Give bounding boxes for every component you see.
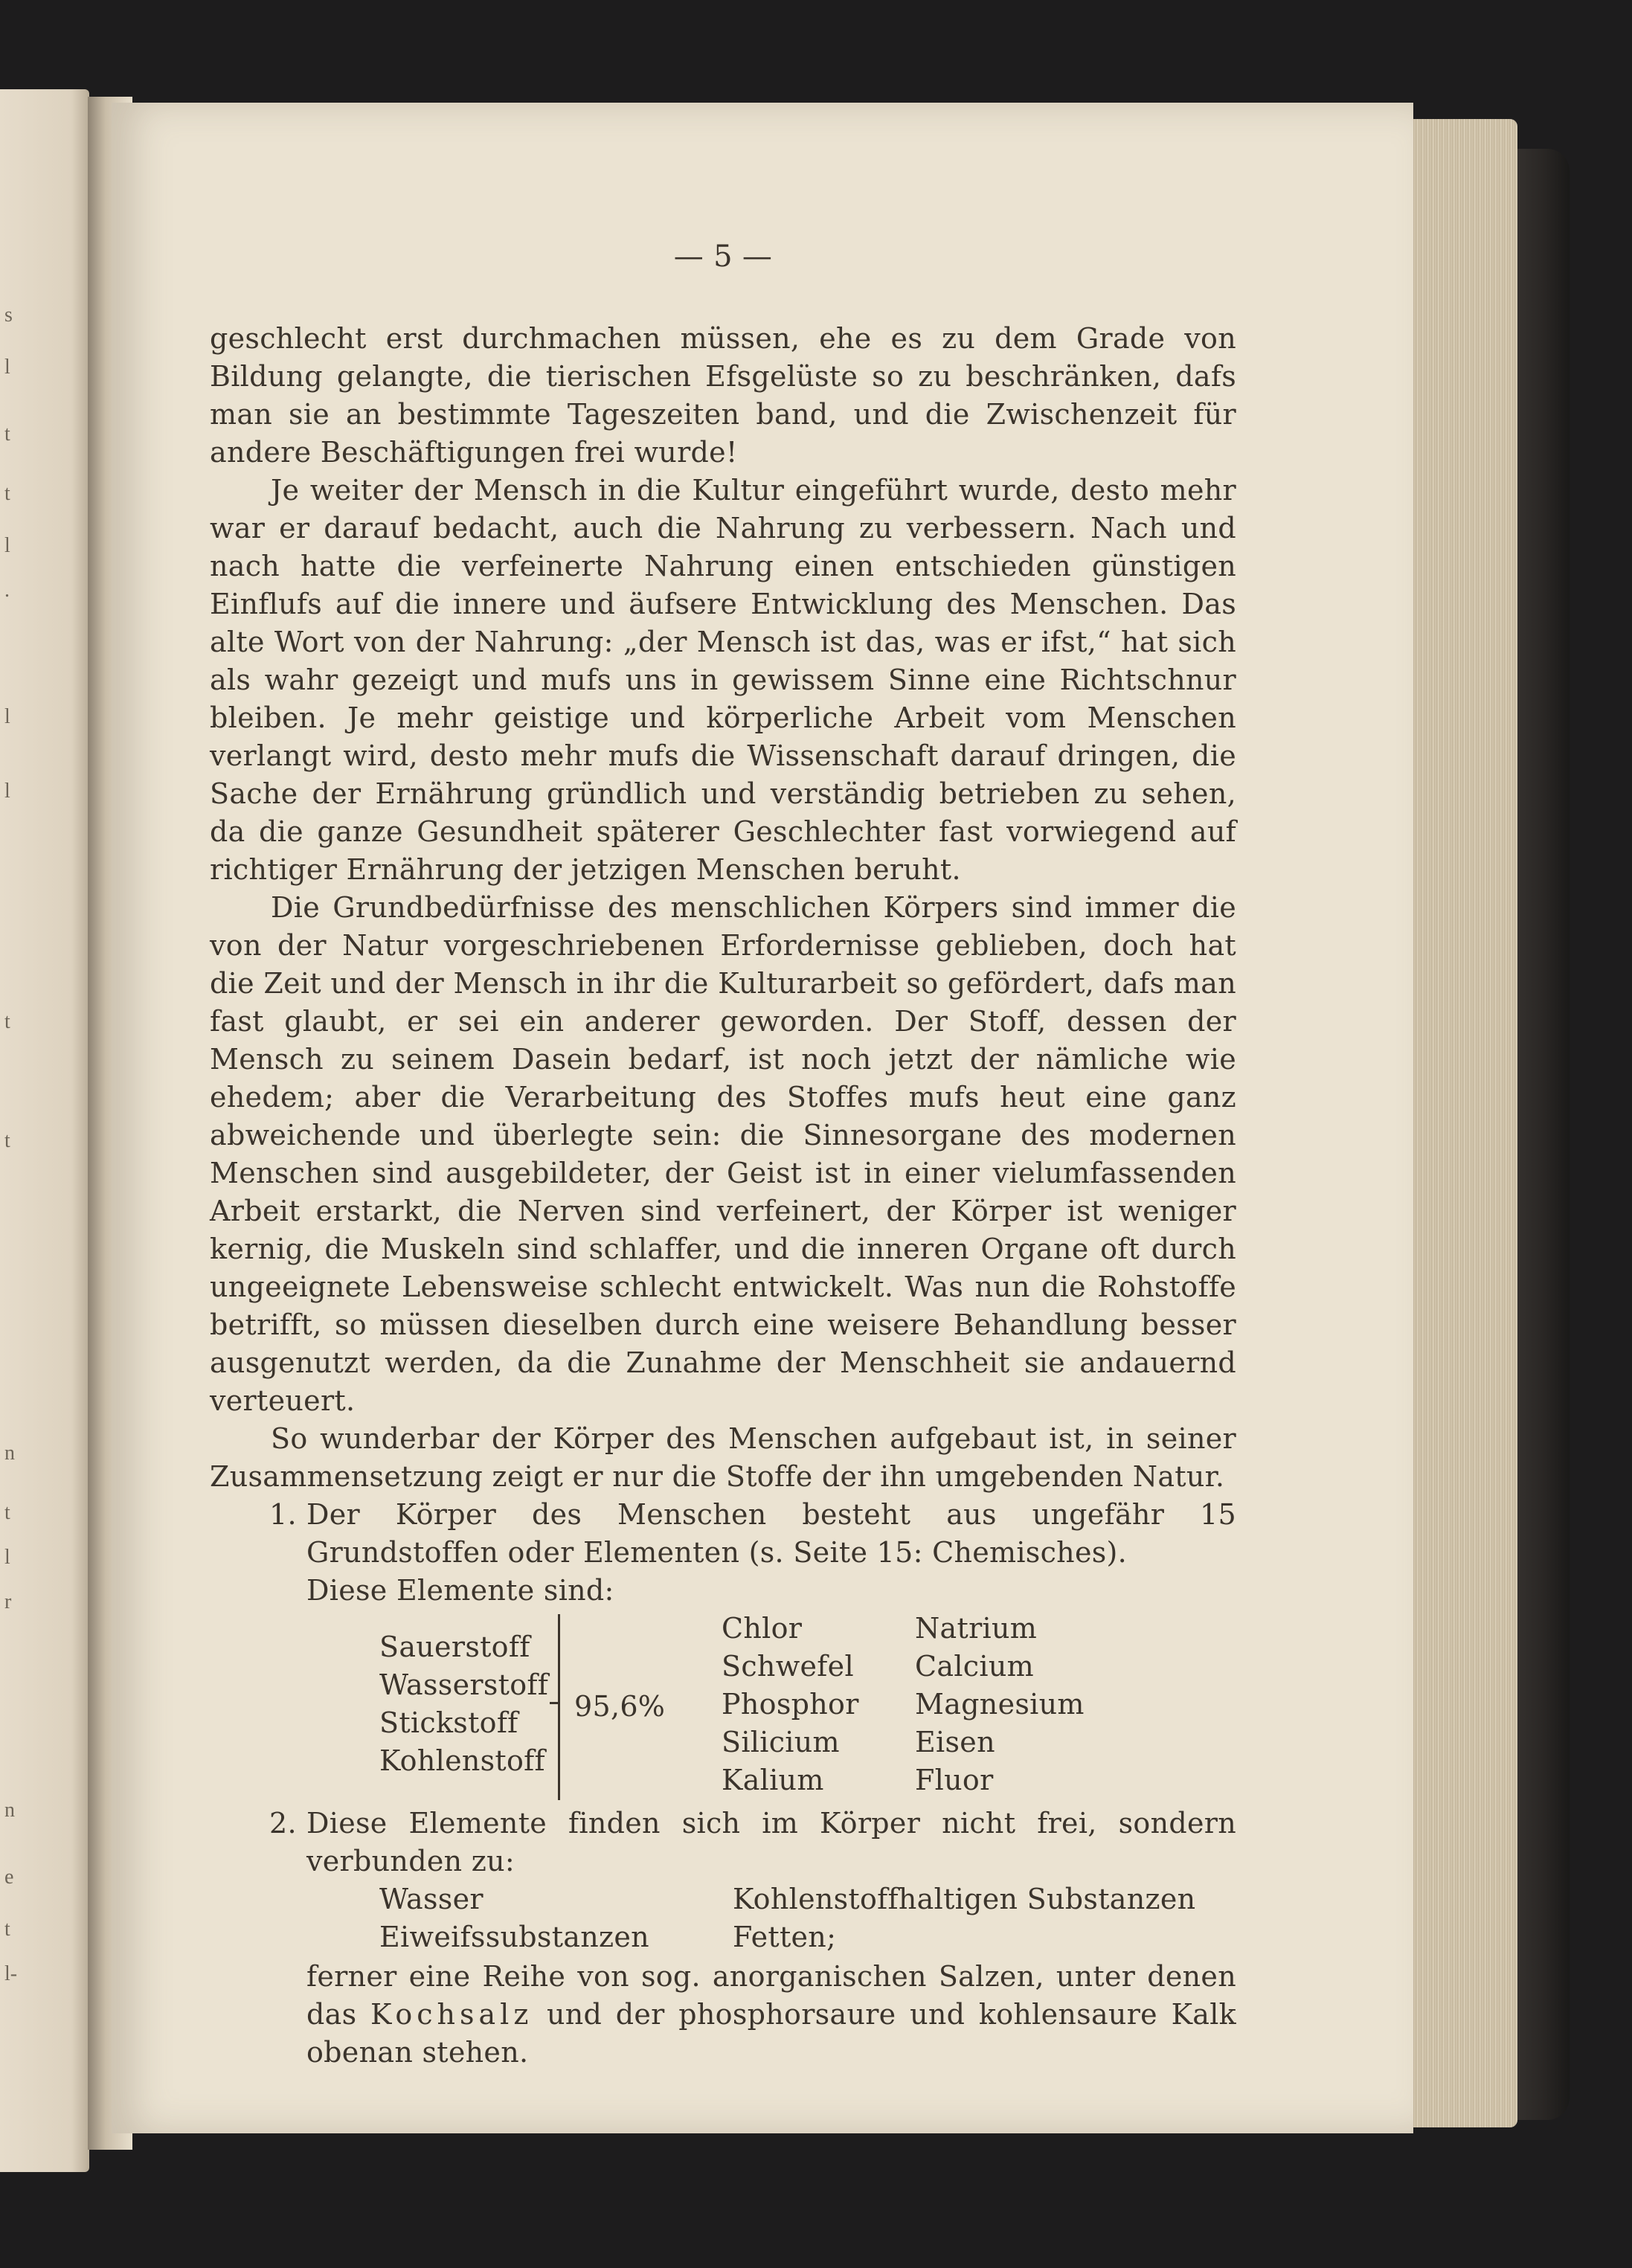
facing-page-char: l [4, 780, 10, 803]
element-name: Kalium [722, 1764, 824, 1796]
compounds-left-column [379, 1880, 649, 1956]
element-name: Stickstoff [379, 1706, 518, 1739]
element-name: Magnesium [915, 1688, 1085, 1721]
facing-page-char: t [4, 1010, 10, 1033]
main-elements-percentage: 95,6% [574, 1690, 666, 1723]
compound-name: Kohlenstoffhaltigen Substanzen [733, 1883, 1196, 1915]
page-block-edges [1398, 119, 1517, 2127]
element-name: Wasserstoff [379, 1668, 549, 1701]
elements-table [379, 1610, 1236, 1805]
element-name: Silicium [722, 1726, 840, 1758]
list-item-2 [210, 1805, 1236, 1880]
facing-page-char: l [4, 705, 10, 728]
facing-page-char: t [4, 1501, 10, 1524]
facing-page-char: l [4, 534, 10, 557]
element-name: Phosphor [722, 1688, 859, 1721]
facing-page-char: l [4, 1546, 10, 1569]
paragraph-2: Je weiter der Mensch in die Kultur eingeführt wurde, desto mehr war er darauf bedacht, auch die Nahrung zu verbessern. Nach und nach hatte die verfeinerte Nahrung einen entschieden günstigen Einflufs auf die innere und äufsere Entwicklung des Menschen. Das alte Wort von der Nahrung: „der Mensch ist das, was er ifst,“ hat sich als wahr gezeigt und mufs uns in gewissem Sinne eine Richtschnur bleiben. Je mehr geistige und körperliche Arbeit vom Menschen verlangt wird, desto mehr mufs die Wissenschaft darauf dringen, die Sache der Ernährung gründlich und verständig betrieben zu sehen, da die ganze Gesundheit späterer Geschlechter fast vorwiegend auf richtiger Ernährung der jetzigen Menschen beruht. [210, 474, 1236, 886]
element-name: Sauerstoff [379, 1631, 530, 1663]
facing-page-char: . [4, 579, 10, 602]
closing-emphasis: Kochsalz [370, 1998, 533, 2031]
facing-page-char: t [4, 482, 10, 505]
trace-elements-column-2 [915, 1610, 1085, 1799]
list-item-1 [210, 1496, 1236, 1572]
compound-name: Fetten; [733, 1921, 837, 1953]
elements-intro: Diese Elemente sind: [306, 1574, 614, 1607]
paragraph-1: geschlecht erst durchmachen müssen, ehe es zu dem Grade von Bildung gelangte, die tierischen Efsgelüste so zu beschränken, dafs man sie an bestimmte Tageszeiten band, und die Zwischenzeit für andere Beschäftigungen frei wurde! [210, 322, 1236, 469]
facing-page-char: l- [4, 1962, 18, 1985]
element-name: Natrium [915, 1612, 1038, 1645]
compound-name: Eiweifssubstanzen [379, 1921, 649, 1953]
element-name: Eisen [915, 1726, 995, 1758]
page-number: — 5 — [673, 240, 773, 274]
paragraph-3: Die Grundbedürfnisse des menschlichen Körpers sind immer die von der Natur vorgeschriebenen Erfordernisse geblieben, doch hat die Zeit und der Mensch in ihr die Kulturarbeit so gefördert, dafs man fast glaubt, er sei ein anderer geworden. Der Stoff, dessen der Mensch zu seinem Dasein bedarf, ist noch jetzt der nämliche wie ehedem; aber die Verarbeitung des Stoffes mufs heut eine ganz abweichende und überlegte sein: die Sinnesorgane des modernen Menschen sind ausgebildeter, der Geist ist in einer vielumfassenden Arbeit erstarkt, die Nerven sind verfeinert, der Körper ist weniger kernig, die Muskeln sind schlaffer, und die inneren Organe oft durch ungeeignete Lebensweise schlecht entwickelt. Was nun die Rohstoffe betrifft, so müssen dieselben durch eine weisere Behandlung besser ausgenutzt werden, da die Zunahme der Menschheit sie andauernd verteuert. [210, 891, 1236, 1417]
closing-text-1: ferner eine Reihe von sog. anorganischen Salzen, unter denen das [306, 1960, 1236, 2031]
facing-page-char: n [4, 1799, 15, 1822]
element-name: Calcium [915, 1650, 1034, 1683]
element-name: Chlor [722, 1612, 803, 1645]
facing-page-char: l [4, 356, 10, 379]
list-item-1-text: Der Körper des Menschen besteht aus ungefähr 15 Grundstoffen oder Elementen (s. Seite 15: Chemisches). [306, 1498, 1236, 1569]
page-content [210, 238, 1236, 2072]
trace-elements-column-1 [722, 1610, 859, 1799]
facing-page-char: e [4, 1866, 14, 1889]
facing-page-char: t [4, 423, 10, 446]
closing-paragraph [210, 1958, 1236, 2072]
element-name: Schwefel [722, 1650, 854, 1683]
paragraph-4: So wunderbar der Körper des Menschen aufgebaut ist, in seiner Zusammensetzung zeigt er nur die Stoffe der ihn umgebenden Natur. [210, 1422, 1236, 1493]
element-name: Fluor [915, 1764, 994, 1796]
facing-page-char: t [4, 1918, 10, 1941]
compounds-table [379, 1880, 1236, 1958]
facing-page-char: s [4, 303, 13, 327]
compounds-right-column [733, 1880, 1195, 1956]
list-item-2-text: Diese Elemente finden sich im Körper nicht frei, sondern verbunden zu: [306, 1807, 1236, 1877]
list-number-1: 1. [269, 1498, 297, 1531]
element-name: Kohlenstoff [379, 1744, 545, 1777]
facing-page-edge [0, 89, 89, 2172]
grouping-brace [558, 1614, 571, 1800]
closing-text-2: und der phosphorsaure und kohlensaure Kalk obenan stehen. [306, 1998, 1236, 2069]
facing-page-char: n [4, 1442, 15, 1465]
facing-page-char: r [4, 1590, 12, 1613]
list-number-2: 2. [269, 1807, 297, 1840]
main-elements-column [379, 1628, 548, 1780]
facing-page-char: t [4, 1129, 10, 1152]
compound-name: Wasser [379, 1883, 484, 1915]
